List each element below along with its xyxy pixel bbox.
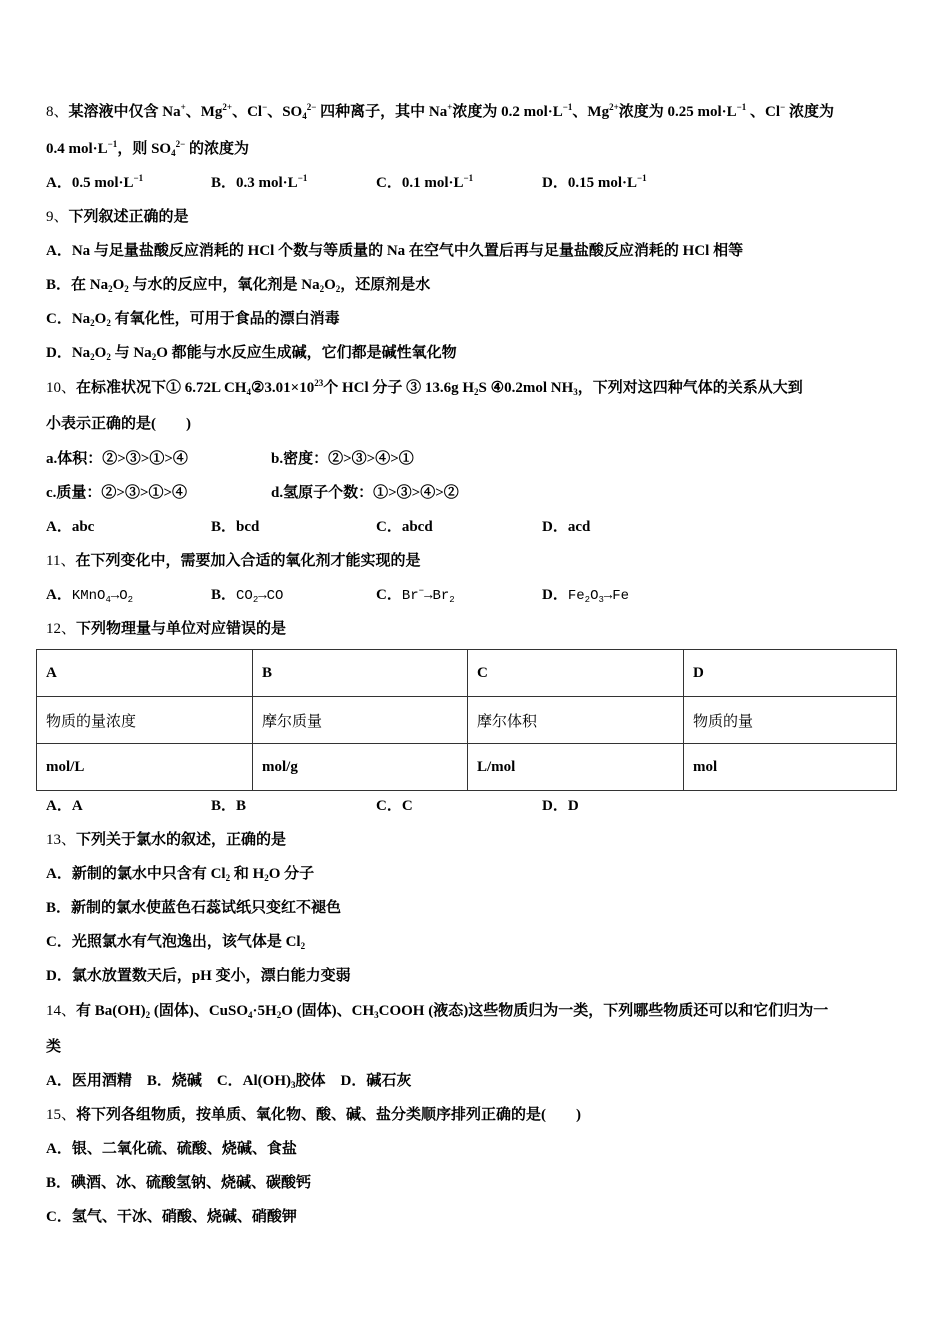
text: 四种离子，其中 Na <box>316 104 448 120</box>
q9-stem <box>46 207 189 227</box>
q15-option-b[interactable] <box>46 1173 311 1193</box>
q12-option-c[interactable]: C．C <box>376 798 413 814</box>
table-cell: B <box>253 650 468 697</box>
text: O <box>590 588 599 604</box>
text: 个 HCl 分子 ③ 13.6g H <box>323 380 475 396</box>
q15-number: 15、 <box>46 1107 77 1123</box>
text: →Br <box>424 588 450 604</box>
sup: −1 <box>562 102 573 112</box>
sub: 2 <box>276 1010 282 1020</box>
text: KMnO <box>71 588 106 604</box>
q14-stem-line1 <box>46 1001 828 1021</box>
q9-option-d[interactable] <box>46 343 457 363</box>
sub: 2 <box>335 284 341 294</box>
text: 在标准状况下① 6.72L CH <box>76 380 247 396</box>
sup: −1 <box>637 173 647 183</box>
option-text: 0.3 mol·L <box>236 175 298 191</box>
q8-option-b[interactable] <box>211 173 307 193</box>
table-cell: 摩尔质量 <box>253 697 468 744</box>
text: b.密度：②>③>④>① <box>271 451 414 467</box>
text: ，还原剂是水 <box>340 277 431 293</box>
option-text: 0.1 mol·L <box>401 175 464 191</box>
option-label: C． <box>376 175 402 191</box>
text: O <box>94 345 107 361</box>
text: 、Mg <box>185 104 223 120</box>
sub: 2 <box>449 595 455 605</box>
sub: 2 <box>90 352 95 362</box>
table-cell: 摩尔体积 <box>468 697 684 744</box>
table-cell: L/mol <box>468 744 684 791</box>
text: 下列物理量与单位对应错误的是 <box>76 621 287 637</box>
text: 、Mg <box>572 104 610 120</box>
option-text: A．Na 与足量盐酸反应消耗的 HCl 个数与等质量的 Na 在空气中久置后再与足量盐酸反应消耗的 HCl 相等 <box>46 243 744 259</box>
q12-stem <box>46 619 286 639</box>
q10-stem-line2 <box>46 414 191 434</box>
sub: 2 <box>300 941 306 951</box>
table-row <box>37 650 897 697</box>
q15-stem <box>46 1105 581 1125</box>
option-label: D． <box>542 587 568 603</box>
text: 、Cl <box>232 104 263 120</box>
sup: 2+ <box>609 102 619 112</box>
sub: 3 <box>374 1010 379 1020</box>
q12-option-b[interactable]: B．B <box>211 798 247 814</box>
text: (固体)、CuSO <box>150 1003 249 1019</box>
text: C．氢气、干冰、硝酸、烧碱、硝酸钾 <box>46 1209 297 1225</box>
q10-statement-b <box>271 449 414 469</box>
sup: 2+ <box>222 102 233 112</box>
q9-option-a[interactable] <box>46 241 743 261</box>
sup: − <box>780 102 786 112</box>
sub: 4 <box>105 595 111 605</box>
table-cell: mol <box>684 744 897 791</box>
sub: 2 <box>145 1010 151 1020</box>
text: 类 <box>46 1039 62 1055</box>
q10-option-c[interactable]: C．abcd <box>376 519 433 535</box>
q13-option-b[interactable] <box>46 898 341 918</box>
sup: + <box>447 102 453 112</box>
text: O (固体)、CH <box>281 1003 375 1019</box>
text: Fe <box>567 588 585 604</box>
sub: 2 <box>106 318 111 328</box>
option-label: B． <box>211 587 237 603</box>
q8-option-c[interactable] <box>376 173 473 193</box>
sub: 3 <box>598 595 604 605</box>
q8-stem-line2 <box>46 139 249 159</box>
text: 下列关于氯水的叙述，正确的是 <box>76 832 287 848</box>
sup: −1 <box>297 173 308 183</box>
text: 某溶液中仅含 Na <box>68 104 181 120</box>
option-label: A． <box>46 175 72 191</box>
text: →Fe <box>603 588 630 604</box>
option-label: A． <box>46 587 72 603</box>
q13-option-a[interactable] <box>46 864 314 884</box>
text: CO <box>236 588 253 604</box>
q13-option-d[interactable] <box>46 966 351 986</box>
table-cell: mol/L <box>37 744 253 791</box>
text: C．光照氯水有气泡逸出，该气体是 Cl <box>46 934 301 950</box>
text: ，则 SO <box>117 141 172 157</box>
units-table <box>36 649 897 791</box>
text: 、SO <box>267 104 303 120</box>
text: 的浓度为 <box>185 141 249 157</box>
table-cell: A <box>37 650 253 697</box>
q10-stem-line1 <box>46 378 803 398</box>
sub: 2 <box>106 352 111 362</box>
sub: 2 <box>127 595 134 605</box>
text: Br <box>401 588 419 604</box>
q11-option-b[interactable] <box>211 585 283 606</box>
q10-statement-c <box>46 483 187 503</box>
text: B．在 Na <box>46 277 109 293</box>
text: C．Na <box>46 311 91 327</box>
q9-option-b[interactable] <box>46 275 430 295</box>
q15-option-c[interactable] <box>46 1207 297 1227</box>
table-cell: 物质的量 <box>684 697 897 744</box>
text: A．新制的氯水中只含有 Cl <box>46 866 226 882</box>
table-row <box>37 744 897 791</box>
q10-number: 10、 <box>46 380 77 396</box>
q14-number: 14、 <box>46 1003 77 1019</box>
sub: 2 <box>474 387 479 397</box>
q11-option-a[interactable] <box>46 585 133 606</box>
sup: 2− <box>175 139 186 149</box>
text: 浓度为 <box>785 104 834 120</box>
text: 小表示正确的是( ) <box>46 416 191 432</box>
table-cell: 物质的量浓度 <box>37 697 253 744</box>
sup: + <box>180 102 186 112</box>
text: a.体积：②>③>①>④ <box>46 451 188 467</box>
text: 有 Ba(OH) <box>76 1003 146 1019</box>
text: 与水的反应中，氧化剂是 Na <box>128 277 320 293</box>
option-label: D． <box>542 175 568 191</box>
text: O <box>112 277 125 293</box>
q8-option-d[interactable] <box>542 173 647 193</box>
option-text: 0.15 mol·L <box>567 175 638 191</box>
text: 在下列变化中，需要加入合适的氧化剂才能实现的是 <box>75 553 421 569</box>
q10-option-b[interactable]: B．bcd <box>211 519 260 535</box>
text: 有氧化性，可用于食品的漂白消毒 <box>110 311 340 327</box>
q12-option-a[interactable]: A．A <box>46 798 83 814</box>
text: COOH (液态)这些物质归为一类，下列哪些物质还可以和它们归为一 <box>378 1003 829 1019</box>
text: 将下列各组物质，按单质、氧化物、酸、碱、盐分类顺序排列正确的是( ) <box>76 1107 582 1123</box>
text: 和 H <box>230 866 265 882</box>
sub: 4 <box>171 148 176 158</box>
text: 下列叙述正确的是 <box>68 209 189 225</box>
sub: 2 <box>90 318 95 328</box>
text: B．碘酒、冰、硫酸氢钠、烧碱、碳酸钙 <box>46 1175 312 1191</box>
sub: 2 <box>319 284 325 294</box>
q13-option-c[interactable] <box>46 932 305 952</box>
text: D．氯水放置数天后，pH 变小，漂白能力变弱 <box>46 968 351 984</box>
option-label: B． <box>211 175 237 191</box>
text: 、Cl <box>746 104 781 120</box>
text: ·5H <box>252 1003 277 1019</box>
sup: − <box>262 102 268 112</box>
q12-option-d[interactable]: D．D <box>542 798 579 814</box>
table-cell: D <box>684 650 897 697</box>
q10-statement-a <box>46 449 188 469</box>
q8-stem-line1 <box>46 102 834 122</box>
text: →CO <box>258 588 284 604</box>
table-cell: C <box>468 650 684 697</box>
text: A．医用酒精 B．烧碱 C．Al(OH) <box>46 1073 291 1089</box>
table-row <box>37 697 897 744</box>
text: O 分子 <box>268 866 315 882</box>
sub: 3 <box>573 387 578 397</box>
text: B．新制的氯水使蓝色石蕊试纸只变红不褪色 <box>46 900 342 916</box>
sup: 23 <box>314 378 324 388</box>
q9-number: 9、 <box>46 209 69 225</box>
q9-option-c[interactable] <box>46 309 340 329</box>
q8-number: 8、 <box>46 104 69 120</box>
text: 0.4 mol·L <box>46 141 108 157</box>
text: O 都能与水反应生成碱，它们都是碱性氧化物 <box>156 345 457 361</box>
text: 浓度为 0.2 mol·L <box>452 104 563 120</box>
text: O <box>94 311 107 327</box>
q12-number: 12、 <box>46 621 77 637</box>
text: d.氢原子个数：①>③>④>② <box>271 485 459 501</box>
text: D．Na <box>46 345 91 361</box>
option-label: C． <box>376 587 402 603</box>
q13-stem <box>46 830 286 850</box>
sup: − <box>418 586 425 596</box>
text: ，下列对这四种气体的关系从大到 <box>577 380 803 396</box>
sub: 4 <box>246 387 251 397</box>
q11-option-d[interactable] <box>542 585 629 606</box>
text: 与 Na <box>110 345 152 361</box>
sub: 4 <box>302 111 307 121</box>
sub: 2 <box>252 595 259 605</box>
q11-option-c[interactable] <box>376 585 455 606</box>
sub: 2 <box>264 873 269 883</box>
text: A．银、二氧化硫、硫酸、烧碱、食盐 <box>46 1141 297 1157</box>
q10-option-a[interactable]: A．abc <box>46 519 95 535</box>
text: →O <box>110 588 128 604</box>
sup: −1 <box>463 173 474 183</box>
q11-stem <box>46 551 420 571</box>
sub: 3 <box>291 1080 296 1090</box>
q10-statement-d <box>271 483 459 503</box>
sub: 2 <box>124 284 129 294</box>
text: 胶体 D．碱石灰 <box>295 1073 412 1089</box>
q8-option-a[interactable] <box>46 173 143 193</box>
sup: −1 <box>133 173 144 183</box>
sub: 2 <box>151 352 157 362</box>
table-cell: mol/g <box>253 744 468 791</box>
text: O <box>324 277 336 293</box>
q11-number: 11、 <box>46 553 76 569</box>
q14-options[interactable] <box>46 1071 411 1091</box>
q14-stem-line2 <box>46 1037 61 1057</box>
text: c.质量：②>③>①>④ <box>46 485 188 501</box>
sub: 4 <box>248 1010 253 1020</box>
sub: 2 <box>225 873 231 883</box>
text: 浓度为 0.25 mol·L <box>618 104 737 120</box>
q13-number: 13、 <box>46 832 77 848</box>
sup: −1 <box>736 102 747 112</box>
q10-option-d[interactable]: D．acd <box>542 519 591 535</box>
text: ②3.01×10 <box>250 380 315 396</box>
sup: 2− <box>306 102 317 112</box>
q15-option-a[interactable] <box>46 1139 297 1159</box>
option-text: 0.5 mol·L <box>71 175 134 191</box>
sub: 2 <box>108 284 113 294</box>
sub: 2 <box>584 595 591 605</box>
sup: −1 <box>107 139 118 149</box>
text: S ④0.2mol NH <box>478 380 574 396</box>
